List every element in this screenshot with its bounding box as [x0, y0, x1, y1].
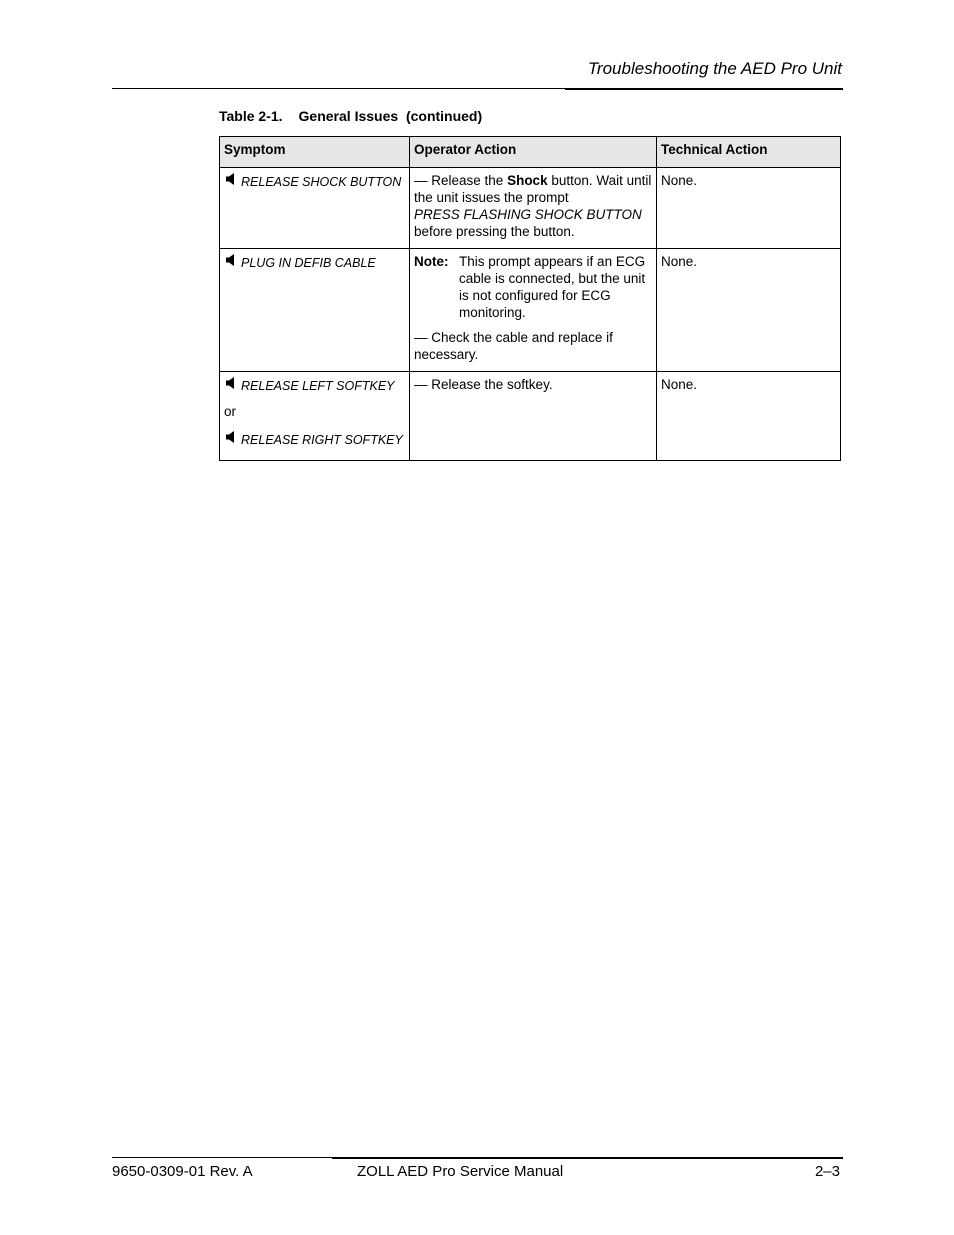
operator-text-post: button. Wait until the unit issues the prompt — [414, 173, 656, 205]
table-caption-title: General Issues (continued) — [298, 108, 483, 124]
operator-action-cell — [410, 249, 657, 372]
operator-text-bold: Shock — [507, 173, 548, 188]
note — [414, 253, 652, 321]
header-rule-accent — [565, 88, 843, 90]
speaker-icon — [224, 376, 238, 390]
operator-text-pre: — Release the — [414, 173, 508, 188]
table-row — [220, 168, 841, 249]
general-issues-table — [219, 136, 841, 461]
voice-prompt — [224, 172, 405, 191]
footer-doc-number: 9650-0309-01 Rev. A — [112, 1163, 253, 1180]
voice-prompt-text: PLUG IN DEFIB CABLE — [241, 256, 376, 270]
voice-prompt — [224, 253, 405, 272]
table-header-row — [220, 137, 841, 168]
table-caption — [219, 108, 482, 124]
running-header-title: Troubleshooting the AED Pro Unit — [587, 59, 842, 78]
symptom-cell — [220, 372, 410, 461]
voice-prompt — [224, 430, 405, 449]
voice-prompt — [224, 376, 405, 395]
table-row — [220, 372, 841, 461]
operator-text-italic-prompt: PRESS FLASHING SHOCK BUTTON — [414, 207, 642, 222]
operator-text: — Check the cable and replace if necessary. — [414, 330, 613, 362]
or-text: or — [224, 404, 237, 419]
footer-manual-title: ZOLL AED Pro Service Manual — [357, 1163, 564, 1180]
column-header-symptom: Symptom — [220, 137, 410, 168]
note-text: This prompt appears if an ECG cable is connected, but the unit is not configured for ECG monitoring. — [459, 254, 646, 320]
speaker-icon — [224, 253, 238, 267]
table-caption-number: Table 2-1. — [219, 108, 283, 124]
footer-rule-accent — [332, 1157, 843, 1159]
operator-action-cell — [410, 168, 657, 249]
footer-page-number: 2–3 — [814, 1163, 840, 1180]
symptom-cell — [220, 249, 410, 372]
operator-text-end: before pressing the button. — [414, 224, 575, 239]
technical-action-cell: None. — [657, 249, 841, 372]
speaker-icon — [224, 172, 238, 186]
note-label: Note: — [414, 254, 449, 269]
column-header-operator-action: Operator Action — [410, 137, 657, 168]
speaker-icon — [224, 430, 238, 444]
operator-action-cell: — Release the softkey. — [410, 372, 657, 461]
column-header-technical-action: Technical Action — [657, 137, 841, 168]
voice-prompt-text: RELEASE SHOCK BUTTON — [241, 175, 402, 189]
table-row — [220, 249, 841, 372]
technical-action-cell: None. — [657, 372, 841, 461]
technical-action-cell: None. — [657, 168, 841, 249]
symptom-cell — [220, 168, 410, 249]
voice-prompt-text: RELEASE RIGHT SOFTKEY — [241, 433, 403, 447]
voice-prompt-text: RELEASE LEFT SOFTKEY — [241, 379, 395, 393]
